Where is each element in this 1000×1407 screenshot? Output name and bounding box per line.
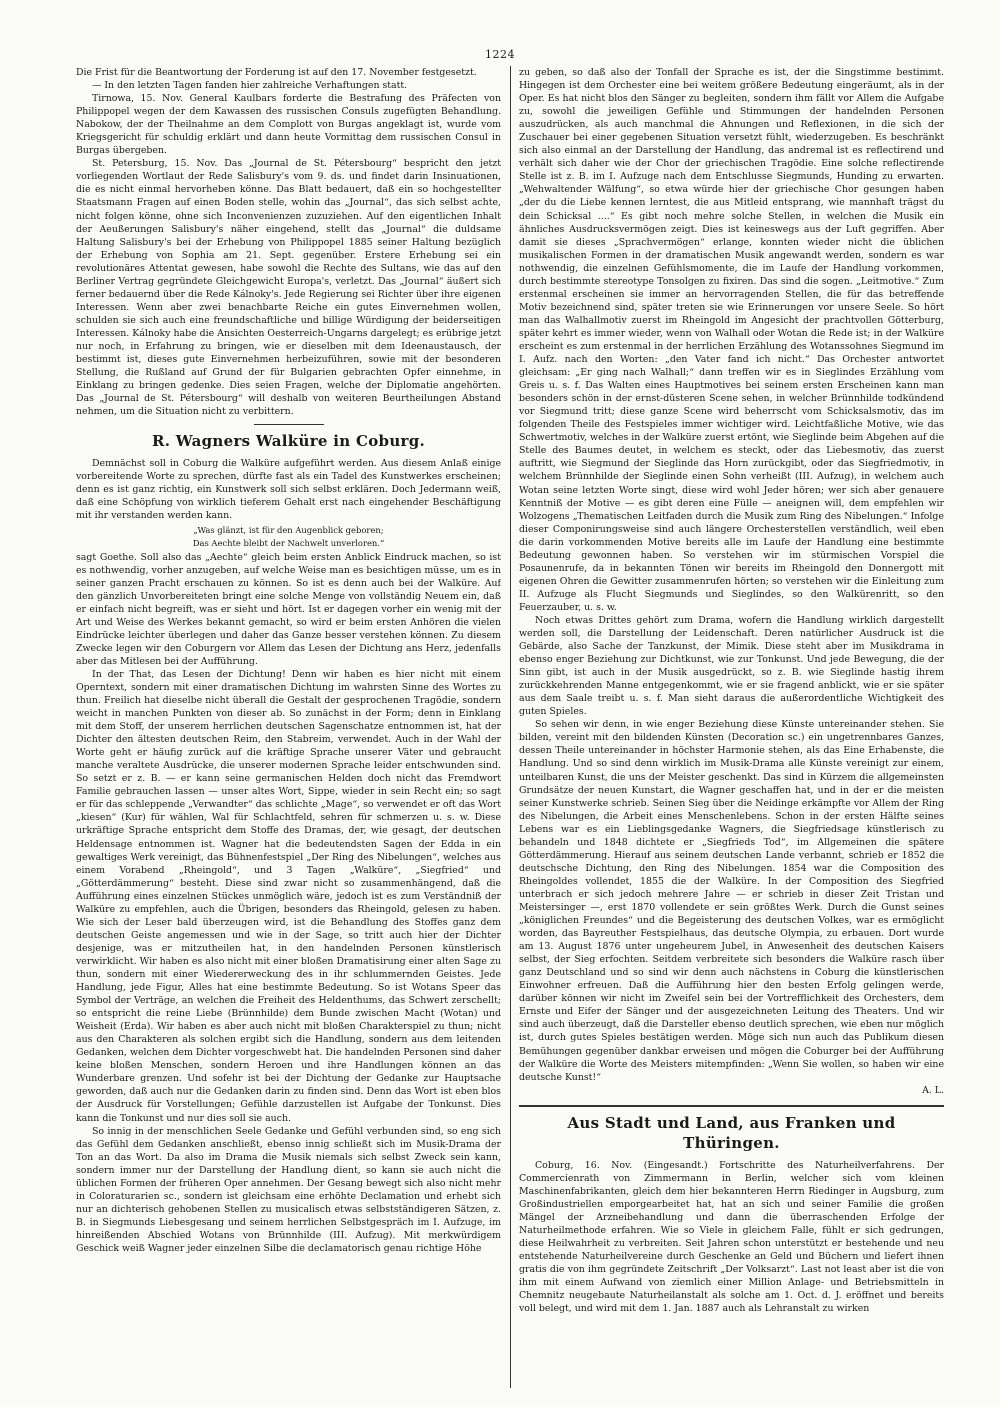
news-paragraph-deadline: Die Frist für die Beantwortung der Forderung ist auf den 17. November festgesetzt. [76, 67, 477, 78]
news-paragraph-coburg: Coburg, 16. Nov. (Eingesandt.) Fortschritte des Naturheilverfahrens. Der Commercienrath von Zimmermann in Berlin, welcher sich vom kleinen Maschinenfabrikanten, gleich dem hier bekannteren Herrn Riedinger in Augsburg, zum Großindustriellen emporgearbeitet hat, hat an sich und seiner Familie die großen Mängel der Arzneibehandlung und dann die überraschenden Erfolge der Naturheilmethode erfahren. Wie so Viele in gleichem Falle, fühlt er sich gedrungen, diese Heilwahrheit zu verbreiten. Seit Jahren schon unterstützt er bestehende und neu entstehende Naturheilvereine durch Geschenke an Geld und Büchern und liefert ihnen gratis die von ihm gegründete Zeitschrift „Der Volksarzt“. Last not least aber ist die von ihm mit einem Aufwand von ziemlich einer Million Anlage- und Betriebsmitteln in Chemnitz neugebaute Naturheilanstalt als solche am 1. Oct. d. J. eröffnet und bereits voll belegt, und wird mit dem 1. Jan. 1887 auch als Lehranstalt zu wirken [519, 1159, 944, 1315]
page-number: 1224 [485, 48, 515, 61]
goethe-quote-line-1: „Was glänzt, ist für den Augenblick geboren; [193, 524, 384, 535]
news-paragraph-arrests: — In den letzten Tagen fanden hier zahlreiche Verhaftungen statt. [92, 80, 408, 92]
article-paragraph-poem: In der That, das Lesen der Dichtung! Denn wir haben es hier nicht mit einem Operntext, sondern mit einer dramatischen Dichtung im wahrsten Sinne des Wortes zu thun. Freilich hat dieselbe nicht überall die Gestalt der gesprochenen Tragödie, sondern weicht in manchen Punkten von dieser ab. So zunächst in der Form; denn in Einklang mit dem Stoff, der unserem herrlichen deutschen Sagenschatze entnommen ist, hat der Dichter den ältesten deutschen Reim, den Stabreim, verwendet. Auch in der Wahl der Worte geht er häufig zurück auf die kräftige Sprache unserer Väter und gebraucht manche veraltete Ausdrücke, die unserer modernen Sprache leider entschwunden sind. So setzt er z. B. — er kann seine germanischen Helden doch nicht das Fremdwort Familie gebrauchen lassen — unser altes Wort, Sippe, wieder in sein Recht ein; so sagt er für das schleppende „Verwandter“ das schlichte „Mage“, so verwendet er oft das Wort „kiesen“ (Kur) für wählen, Wal für Schlachtfeld, sehren für schmerzen u. s. w. Diese urkräftige Sprache entspricht dem Stoffe des Dramas, der, wie gesagt, der deutschen Heldensage entnommen ist. Wagner hat die bedeutendsten Sagen der Edda in ein gewaltiges Werk vereinigt, das Bühnenfestspiel „Der Ring des Nibelungen“, welches aus einem Vorabend „Rheingold“, und 3 Tagen „Walküre“, „Siegfried“ und „Götterdämmerung“ besteht. Diese sind zwar nicht so zusammenhängend, daß die Aufführung eines einzelnen Stückes unmöglich wäre, jedoch ist es zum Verständniß der Walküre zu empfehlen, auch die Übrigen, besonders das Rheingold, gelesen zu haben. Wie sich der Leser bald überzeugen wird, ist die Behandlung des Stoffes ganz dem deutschen Geiste angemessen und wie in der Sage, so tritt auch hier der Dichter desjenige, was er mitzutheilen hat, in den handelnden Personen künstlerisch verwirklicht. Wir haben es also nicht mit einer bloßen Dramatisirung einer alten Sage zu thun, sondern mit einer Wiedererweckung des in ihr schlummernden Geistes. Jede Handlung, jede Figur, Alles hat eine bestimmte Bedeutung. So ist Wotans Speer das Symbol der Verträge, an welchen die Freiheit des Heldenthums, das Schwert zerschellt; so entspricht die reine Liebe (Brünnhilde) dem Bunde zwischen Macht (Wotan) und Weisheit (Erda). Wir haben es aber auch nicht mit bloßen Charakterspiel zu thun; nicht aus den Charakteren als solchen ergibt sich die Handlung, sondern aus dem leitenden Gedanken, welchen dem Dichter vorgeschwebt hat. Die handelnden Personen sind daher keine bloßen Menschen, sondern Heroen und ihre Handlungen können an das Wunderbare grenzen. Und sofehr ist bei der Dichtung der Gedanke zur Hauptsache geworden, daß auch nur die Gedanken darin zu finden sind. Denn das Wort ist eben blos der Ausdruck für Vorstellungen; Gefühle darzustellen ist Aufgabe der Tonkunst. Dies kann die Tonkunst und nur dies soll sie auch. [76, 668, 501, 1124]
goethe-quote-line-2: Das Aechte bleibt der Nachwelt unverloren.“ [192, 537, 385, 548]
article-paragraph-orchestra: zu geben, so daß also der Tonfall der Sprache es ist, der die Singstimme bestimmt. Hingegen ist dem Orchester eine bei weitem größere Bedeutung eingeräumt, als in der Oper. Es hat nicht blos den Sänger zu begleiten, sondern ihm fällt vor Allem die Aufgabe zu, sowohl die jeweiligen Gefühle und Stimmungen der handelnden Personen auszudrücken, als auch manchmal die Ahnungen und Reflexionen, in die sich der Zuschauer bei einer gegebenen Situation versetzt fühlt, wiederzugeben. Es beschränkt sich also einmal an der Darstellung der Handlung, das andremal ist es reflectirend und verhält sich daher wie der Chor der griechischen Tragödie. Eine solche reflectirende Stelle ist z. B. im I. Aufzuge nach dem Entschlusse Siegmunds, Hunding zu erwarten. „Wehwaltender Wälfung“, so etwa würde hier der griechische Chor gesungen haben „der du die Liebe kennen lerntest, die aus Mitleid entsprang, wie mannhaft trägst du dein Schicksal ....“ Es gibt noch mehre solche Stellen, in welchen die Musik ein ähnliches Ausdrucksvermögen zeigt. Dies ist keineswegs aus der Luft gegriffen. Aber damit sie dieses „Sprachvermögen“ erlange, konnten wieder nicht die üblichen musikalischen Formen in der dramatischen Musik angewandt werden, sondern es war nothwendig, die einzelnen Gefühlsmomente, die im Laufe der Handlung vorkommen, durch bestimmte stereotype Tonsolgen zu fixiren. Das sind die sogen. „Leitmotive.“ Zum erstenmal erscheinen sie immer an hervorragenden Stellen, die für das betreffende Motiv bezeichnend sind, später treten sie wie Erinnerungen vor unsere Seele. So hört man das Walhallmotiv zuerst im Rheingold im Angesicht der prachtvollen Götterburg, später kehrt es immer wieder, wenn von Walhall oder Wotan die Rede ist; in der Walküre erscheint es zum erstenmal in der herrlichen Erzählung des Wotanssohnes Siegmund im I. Aufz. nach den Worten: „den Vater fand ich nicht.“ Das Orchester antwortet gleichsam: „Er ging nach Walhall;“ dann treffen wir es in Sieglindes Erzählung vom Greis u. s. f. Das Walten eines Hauptmotives bei seinem ersten Erscheinen kann man besonders schön in der ernst-düsteren Scene sehen, in welcher Brünnhilde todkündend vor Siegmund tritt; diese ganze Scene wird beherrscht vom Schicksalsmotiv, das im folgenden Theile des Festspieles immer wichtiger wird. Leichtfaßliche Motive, wie das Schwertmotiv, welches in der Walküre zuerst ertönt, wie Sieglinde beim Abgehen auf die Stelle des Baumes deutet, in welchem es steckt, oder das Liebesmotiv, das zuerst auftritt, wie Siegmund der Sieglinde das Horn zurückgibt, oder das Siegfriedmotiv, in welchem Brünnhilde der Sieglinde einen Sohn verheißt (III. Aufzug), in welchem auch Wotan seine letzten Worte singt, diese wird wohl Jeder hören; wer sich aber genauere Kenntniß der Motive — es gibt deren eine Fülle — aneignen will, dem empfehlen wir Wolzogens „Thematischen Leitfaden durch die Musik zum Ring des Nibelungen.“ Infolge dieser Componirungsweise sind auch längere Orchesterstellen verständlich, weil eben die darin vorkommenden Motive bereits alle im Laufe der Handlung eine bestimmte Bedeutung gewonnen haben. So verstehen wir im stürmischen Vorspiel die Posaunenrufe, da in bekannten Tönen wir bereits im Rheingold den Donnergott mit eigenen Ohren die Gewitter zusammenrufen hörten; so verstehen wir die Einleitung zum II. Aufzuge als Flucht Siegmunds und Sieglindes, so den Walkürenritt, so den Feuerzauber, u. s. w. [519, 67, 944, 613]
news-paragraph-st-petersburg: St. Petersburg, 15. Nov. Das „Journal de St. Pétersbourg“ bespricht den jetzt vorliegenden Wortlaut der Rede Salisbury's vom 9. ds. und findet darin Insinuationen, die es nicht einmal hervorheben könne. Das Blatt bedauert, daß ein so hochgestellter Staatsmann Fragen auf einen Boden stelle, wohin das „Journal“, das sich selbst achte, nicht folgen könne, ohne sich Inconvenienzen zuzuziehen. Auf den eigentlichen Inhalt der Aeußerungen Salisbury's näher eingehend, stellt das „Journal“ die duldsame Haltung Salisbury's bei der Erhebung von Philippopel 1885 seiner Haltung bezüglich der Erhebung von Sophia am 21. Sept. gegenüber. Erstere Erhebung sei ein revolutionäres Attentat gewesen, habe sowohl die Rechte des Sultans, wie das auf den Berliner Vertrag gegründete Gleichgewicht Europa's, verletzt. Das „Journal“ äußert sich ferner bedauernd über die Rede Kálnoky's. Jede Regierung sei Richter über ihre eigenen Interessen. Wenn aber zwei benachbarte Reiche ein gutes Einvernehmen wollen, schulden sie sich auch eine freundschaftliche und billige Würdigung der beiderseitigen Interessen. Kálnoky habe die Ansichten Oesterreich-Ungarns dargelegt; es erübrige jetzt nur noch, in Erfahrung zu bringen, wie er dieselben mit dem Ideenaustausch, der bestimmt ist, dieses gute Einvernehmen herbeizuführen, sowie mit der besonderen Stellung, die Rußland auf Grund der für Bulgarien gebrachten Opfer einnehme, in Einklang zu bringen gedenke. Dies seien Fragen, welche der Diplomatie angehörten. Das „Journal de St. Pétersbourg“ will deshalb von weiteren Beurtheilungen Abstand nehmen, um die Situation nicht zu verbittern. [76, 158, 501, 418]
article-title: R. Wagners Walküre in Coburg. [151, 432, 426, 451]
left-column [76, 66, 501, 1396]
news-paragraph-tirnowa: Tirnowa, 15. Nov. General Kaulbars forderte die Bestrafung des Präfecten von Philippopel wegen der dem Kawassen des russischen Consuls zugefügten Behandlung. Nabokow, der der Theilnahme an dem Complott von Burgas angeklagt ist, wurde vom Kriegsgericht für schuldig erklärt und dann heute Vormittag dem russischen Consul in Burgas übergeben. [76, 93, 501, 157]
article-paragraph-history: So sehen wir denn, in wie enger Beziehung diese Künste untereinander stehen. Sie bilden, vereint mit den bildenden Künsten (Decoration sc.) ein ungetrennbares Ganzes, dessen Theile untereinander in höchster Harmonie stehen, als das Eine Erhabenste, die Handlung. Und so sind denn wirklich im Musik-Drama alle Künste vereinigt zur einem, unteilbaren Kunst, die uns der Meister geschenkt. Das sind in Kürzem die allgemeinsten Grundsätze der neuen Kunstart, die Wagner geschaffen hat, und in der er die meisten seiner Kunstwerke schrieb. Seinen Sieg über die Neidinge erkämpfte vor Allem der Ring des Nibelungen, die Arbeit eines Menschenlebens. Schon in der ersten Hälfte seines Lebens war es ein Lieblingsgedanke Wagners, die Siegfriedsage künstlerisch zu behandeln und 1848 dichtete er „Siegfrieds Tod“, im Allgemeinen die spätere Götterdämmerung. Hierauf aus seinem deutschen Lande verbannt, schrieb er 1852 die deutschsche Dichtung, den Ring des Nibelungen. 1854 war die Composition des Rheingoldes vollendet, 1855 die der Walküre. In der Composition des Siegfried unterbrach er sich jedoch mehrere Jahre — er schrieb in dieser Zeit Tristan und Meistersinger —, erst 1870 vollendete er sein größtes Werk. Durch die Gunst seines „königlichen Freundes“ und die Begeisterung des deutschen Volkes, war es ermöglicht worden, das Bayreuther Festspielhaus, das deutsche Olympia, zu erbauen. Dort wurde am 13. August 1876 unter ungeheurem Jubel, in Anwesenheit des deutschen Kaisers selbst, der Sieg erfochten. Seitdem verbreitete sich besonders die Walküre rasch über ganz Deutschland und so sind wir denn auch nächstens in Coburg die künstlerischen Einwohner erfreuen. Daß die Aufführung hier den besten Erfolg gelingen werde, darüber können wir nicht im Zweifel sein bei der Vortrefflichkeit des Orchesters, dem Ernste und Eifer der Sänger und der ausgezeichneten Leitung des Theaters. Und wir sind auch überzeugt, daß die Darsteller ebenso deutlich sprechen, wie eben nur möglich ist, durch gutes Spieles bestätigen werden. Möge sich nun auch das Publikum diesen Bemühungen gegenüber dankbar erweisen und mögen die Coburger bei der Aufführung der Walküre die Worte des Meisters mitempfinden: „Wenn Sie wollen, so haben wir eine deutsche Kunst!“ [519, 719, 944, 1083]
regional-section-title: Aus Stadt und Land, aus Franken und Thüringen. [567, 1113, 896, 1152]
article-divider [254, 424, 324, 425]
article-signature: A. L. [922, 1084, 944, 1096]
article-intro: Demnächst soll in Coburg die Walküre aufgeführt werden. Aus diesem Anlaß einige vorbereitende Worte zu sprechen, dürfte fast als ein Tadel des Kunstwerkes erscheinen; denn es ist ganz richtig, ein Kunstwerk soll sich selbst erklären. Doch Jedermann weiß, daß eine Schöpfung von wirklich tieferem Gehalt erst nach eingehender Beschäftigung mit ihr verstanden werden kann. [76, 458, 501, 522]
article-paragraph-goethe: sagt Goethe. Soll also das „Aechte“ gleich beim ersten Anblick Eindruck machen, so ist es nothwendig, vorher anzugeben, auf welche Weise man es besichtigen müsse, um es in seiner ganzen Pracht erschauen zu können. So ist es denn auch bei der Walküre. Auf den gänzlich Unvorbereiteten bringt eine solche Menge von vollständig Neuem ein, daß er einfach nicht begreift, was er sieht und hört. Ist er dagegen vorher ein wenig mit der Art und Weise des Werkes bekannt gemacht, so wird er beim ersten Anhören die vielen Eindrücke leichter überlegen und daher das Ganze besser verstehen können. Zu diesem Zwecke legen wir den Coburgern vor Allem das Lesen der Dichtung ans Herz, jedenfalls aber das Mitlesen bei der Aufführung. [76, 551, 501, 667]
article-paragraph-gesture: Noch etwas Drittes gehört zum Drama, wofern die Handlung wirklich dargestellt werden soll, die Darstellung der Leidenschaft. Deren natürlicher Ausdruck ist die Gebärde, also Sache der Tanzkunst, der Mimik. Diese steht aber im Musikdrama in ebenso enger Beziehung zur Dichtkunst, wie zur Tonkunst. Und jede Bewegung, die der Sinn gibt, ist auch in der Musik ausgedrückt, so z. B. wie Sieglinde hastig ihrem zurückkehrenden Manne entgegenkommt, wie er sie fragend anblickt, wie er sie später aus dem Saale treibt u. s. f. Man sieht daraus die außerordentliche Wichtigkeit des guten Spieles. [519, 614, 944, 718]
right-column [519, 66, 944, 1396]
section-divider [519, 1105, 944, 1107]
article-paragraph-music: So innig in der menschlichen Seele Gedanke und Gefühl verbunden sind, so eng sich das Gefühl dem Gedanken anschließt, ebenso innig schließt sich im Musik-Drama der Ton an das Wort. Da also im Drama die Musik niemals sich selbst Zweck sein kann, sondern immer nur der Darstellung der Handlung dient, so kann sie auch nicht die üblichen Formen der früheren Oper annehmen. Der Gesang bewegt sich also nicht mehr in Coloraturarien sc., sondern ist gleichsam eine erhöhte Declamation und erhebt sich nur an dichterisch gehobenen Stellen zu musicalisch etwas selbstständigeren Sätzen, z. B. in Siegmunds Liebesgesang und seinem herrlichen Selbstgespräch im I. Aufzuge, im hinreißenden Abschied Wotans von Brünnhilde (III. Aufzug). Mit merkwürdigem Geschick weiß Wagner jeder einzelnen Silbe die declamatorisch genau richtige Höhe [76, 1125, 501, 1254]
column-divider [510, 66, 511, 1388]
